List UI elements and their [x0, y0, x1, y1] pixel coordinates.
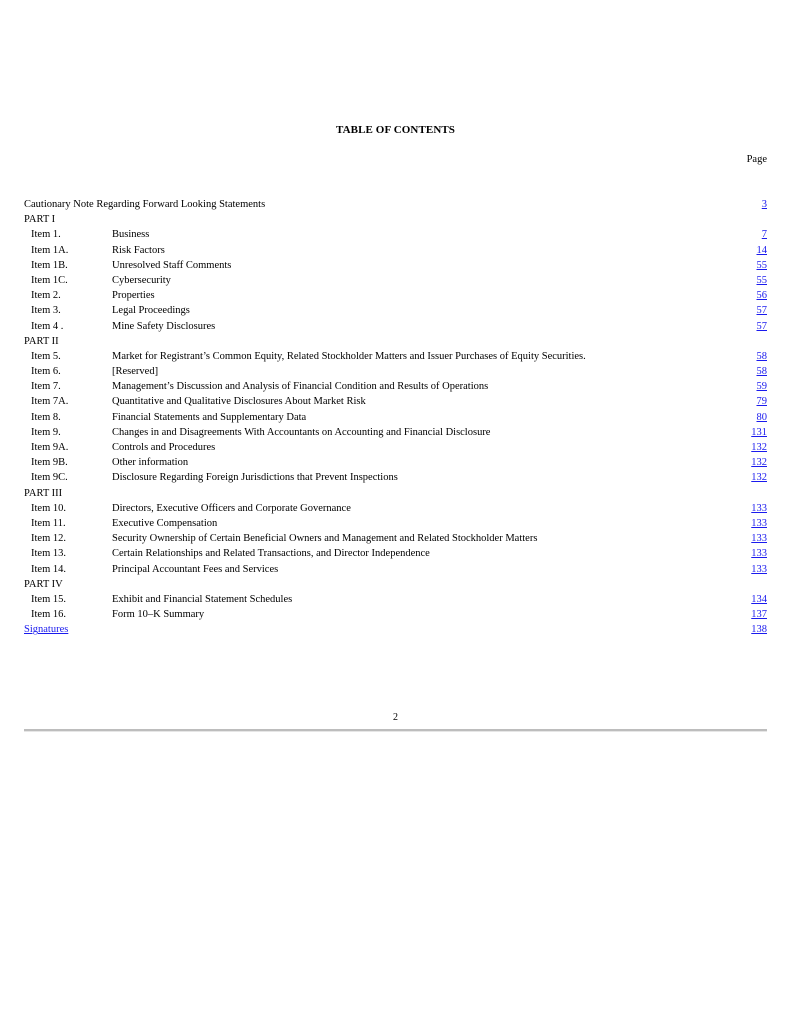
page-link[interactable]: 131 [751, 426, 767, 438]
page-link[interactable]: 58 [756, 350, 767, 362]
item-title: Legal Proceedings [112, 305, 190, 317]
page-link[interactable]: 137 [751, 609, 767, 621]
page-link[interactable]: 14 [756, 244, 767, 256]
item-number: Item 4 . [31, 320, 64, 332]
page-link[interactable]: 133 [751, 563, 767, 575]
toc-row [24, 455, 767, 470]
item-number: Item 5. [31, 350, 61, 362]
part-label: PART IV [24, 578, 63, 590]
item-number: Item 2. [31, 290, 61, 302]
item-number: Item 11. [31, 517, 66, 529]
page-link[interactable]: 133 [751, 502, 767, 514]
item-number: Item 3. [31, 305, 61, 317]
toc-row-cautionary [24, 197, 767, 212]
signatures-link[interactable]: Signatures [24, 624, 69, 636]
item-number: Item 1B. [31, 259, 68, 271]
item-title: Disclosure Regarding Foreign Jurisdictions that Prevent Inspections [112, 472, 398, 484]
item-title: Executive Compensation [112, 517, 218, 529]
page-link[interactable]: 57 [756, 305, 767, 317]
item-title: Business [112, 229, 150, 241]
toc-row [24, 273, 767, 288]
item-number: Item 13. [31, 548, 66, 560]
page-link[interactable]: 132 [751, 472, 767, 484]
table-of-contents [24, 197, 767, 637]
toc-row [24, 501, 767, 516]
item-title: Form 10–K Summary [112, 609, 205, 621]
toc-row [24, 349, 767, 364]
item-number: Item 10. [31, 502, 66, 514]
toc-row [24, 470, 767, 485]
item-number: Item 9. [31, 426, 61, 438]
item-title: Principal Accountant Fees and Services [112, 563, 279, 575]
page-link[interactable]: 55 [756, 274, 767, 286]
item-title: Directors, Executive Officers and Corporate Governance [112, 502, 351, 514]
item-title: Controls and Procedures [112, 442, 216, 453]
item-title: Certain Relationships and Related Transactions, and Director Independence [112, 548, 430, 560]
toc-row [24, 243, 767, 258]
item-title: Cybersecurity [112, 274, 171, 286]
item-number: Item 1. [31, 229, 61, 241]
item-title: Other information [112, 457, 189, 469]
page-link[interactable]: 80 [756, 411, 767, 423]
toc-row [24, 562, 767, 577]
item-number: Item 9B. [31, 457, 68, 469]
item-number: Item 9A. [31, 442, 69, 453]
page-divider [24, 729, 767, 732]
page-link[interactable]: 132 [751, 442, 767, 453]
item-title: Mine Safety Disclosures [112, 320, 216, 332]
toc-row [24, 425, 767, 440]
page-link[interactable]: 133 [751, 533, 767, 545]
item-number: Item 8. [31, 411, 61, 423]
part-heading-1 [24, 212, 767, 227]
page-link[interactable]: 134 [751, 593, 767, 605]
toc-row [24, 364, 767, 379]
part-heading-2 [24, 334, 767, 349]
page-link[interactable]: 79 [756, 396, 767, 408]
toc-row [24, 410, 767, 425]
cautionary-page-link[interactable]: 3 [761, 199, 767, 210]
page-link[interactable]: 55 [756, 259, 767, 271]
item-title: Market for Registrant’s Common Equity, Related Stockholder Matters and Issuer Purchases of Equity Securities. [112, 350, 586, 362]
toc-row [24, 227, 767, 242]
part-label: PART I [24, 214, 56, 226]
item-number: Item 9C. [31, 472, 68, 484]
signatures-page-link[interactable]: 138 [751, 624, 767, 636]
item-number: Item 6. [31, 366, 61, 378]
toc-row [24, 258, 767, 273]
item-title: Properties [112, 290, 155, 302]
item-number: Item 7. [31, 381, 61, 393]
toc-row [24, 592, 767, 607]
toc-row [24, 303, 767, 318]
item-title: [Reserved] [112, 366, 159, 378]
page-link[interactable]: 57 [756, 320, 767, 332]
part-label: PART III [24, 487, 63, 499]
page-link[interactable]: 132 [751, 457, 767, 469]
page-link[interactable]: 133 [751, 517, 767, 529]
item-number: Item 16. [31, 609, 66, 621]
page-link[interactable]: 7 [761, 229, 767, 241]
item-title: Risk Factors [112, 244, 165, 256]
toc-row [24, 319, 767, 334]
cautionary-title: Cautionary Note Regarding Forward Looking Statements [24, 199, 266, 210]
toc-row [24, 546, 767, 561]
item-number: Item 12. [31, 533, 66, 545]
page-link[interactable]: 59 [756, 381, 767, 393]
item-title: Quantitative and Qualitative Disclosures About Market Risk [112, 396, 366, 408]
item-title: Management’s Discussion and Analysis of Financial Condition and Results of Operations [112, 381, 489, 393]
item-title: Security Ownership of Certain Beneficial Owners and Management and Related Stockholder Matters [112, 533, 538, 545]
item-title: Financial Statements and Supplementary Data [112, 411, 307, 423]
item-title: Changes in and Disagreements With Accountants on Accounting and Financial Disclosure [112, 426, 491, 438]
toc-row [24, 607, 767, 622]
page-number: 2 [393, 712, 398, 723]
item-title: Exhibit and Financial Statement Schedules [112, 593, 293, 605]
toc-row [24, 288, 767, 303]
page-link[interactable]: 56 [756, 290, 767, 302]
toc-row-signatures [24, 622, 767, 637]
part-heading-3 [24, 486, 767, 501]
page-link[interactable]: 133 [751, 548, 767, 560]
item-number: Item 1C. [31, 274, 68, 286]
item-title: Unresolved Staff Comments [112, 259, 232, 271]
item-number: Item 1A. [31, 244, 69, 256]
page-link[interactable]: 58 [756, 366, 767, 378]
part-heading-4 [24, 577, 767, 592]
part-label: PART II [24, 335, 59, 347]
toc-row [24, 379, 767, 394]
page-column-header: Page [746, 154, 767, 165]
toc-row [24, 440, 767, 455]
item-number: Item 14. [31, 563, 66, 575]
toc-row [24, 516, 767, 531]
item-number: Item 7A. [31, 396, 69, 408]
toc-row [24, 531, 767, 546]
item-number: Item 15. [31, 593, 66, 605]
toc-row [24, 394, 767, 409]
toc-title: TABLE OF CONTENTS [335, 124, 456, 136]
